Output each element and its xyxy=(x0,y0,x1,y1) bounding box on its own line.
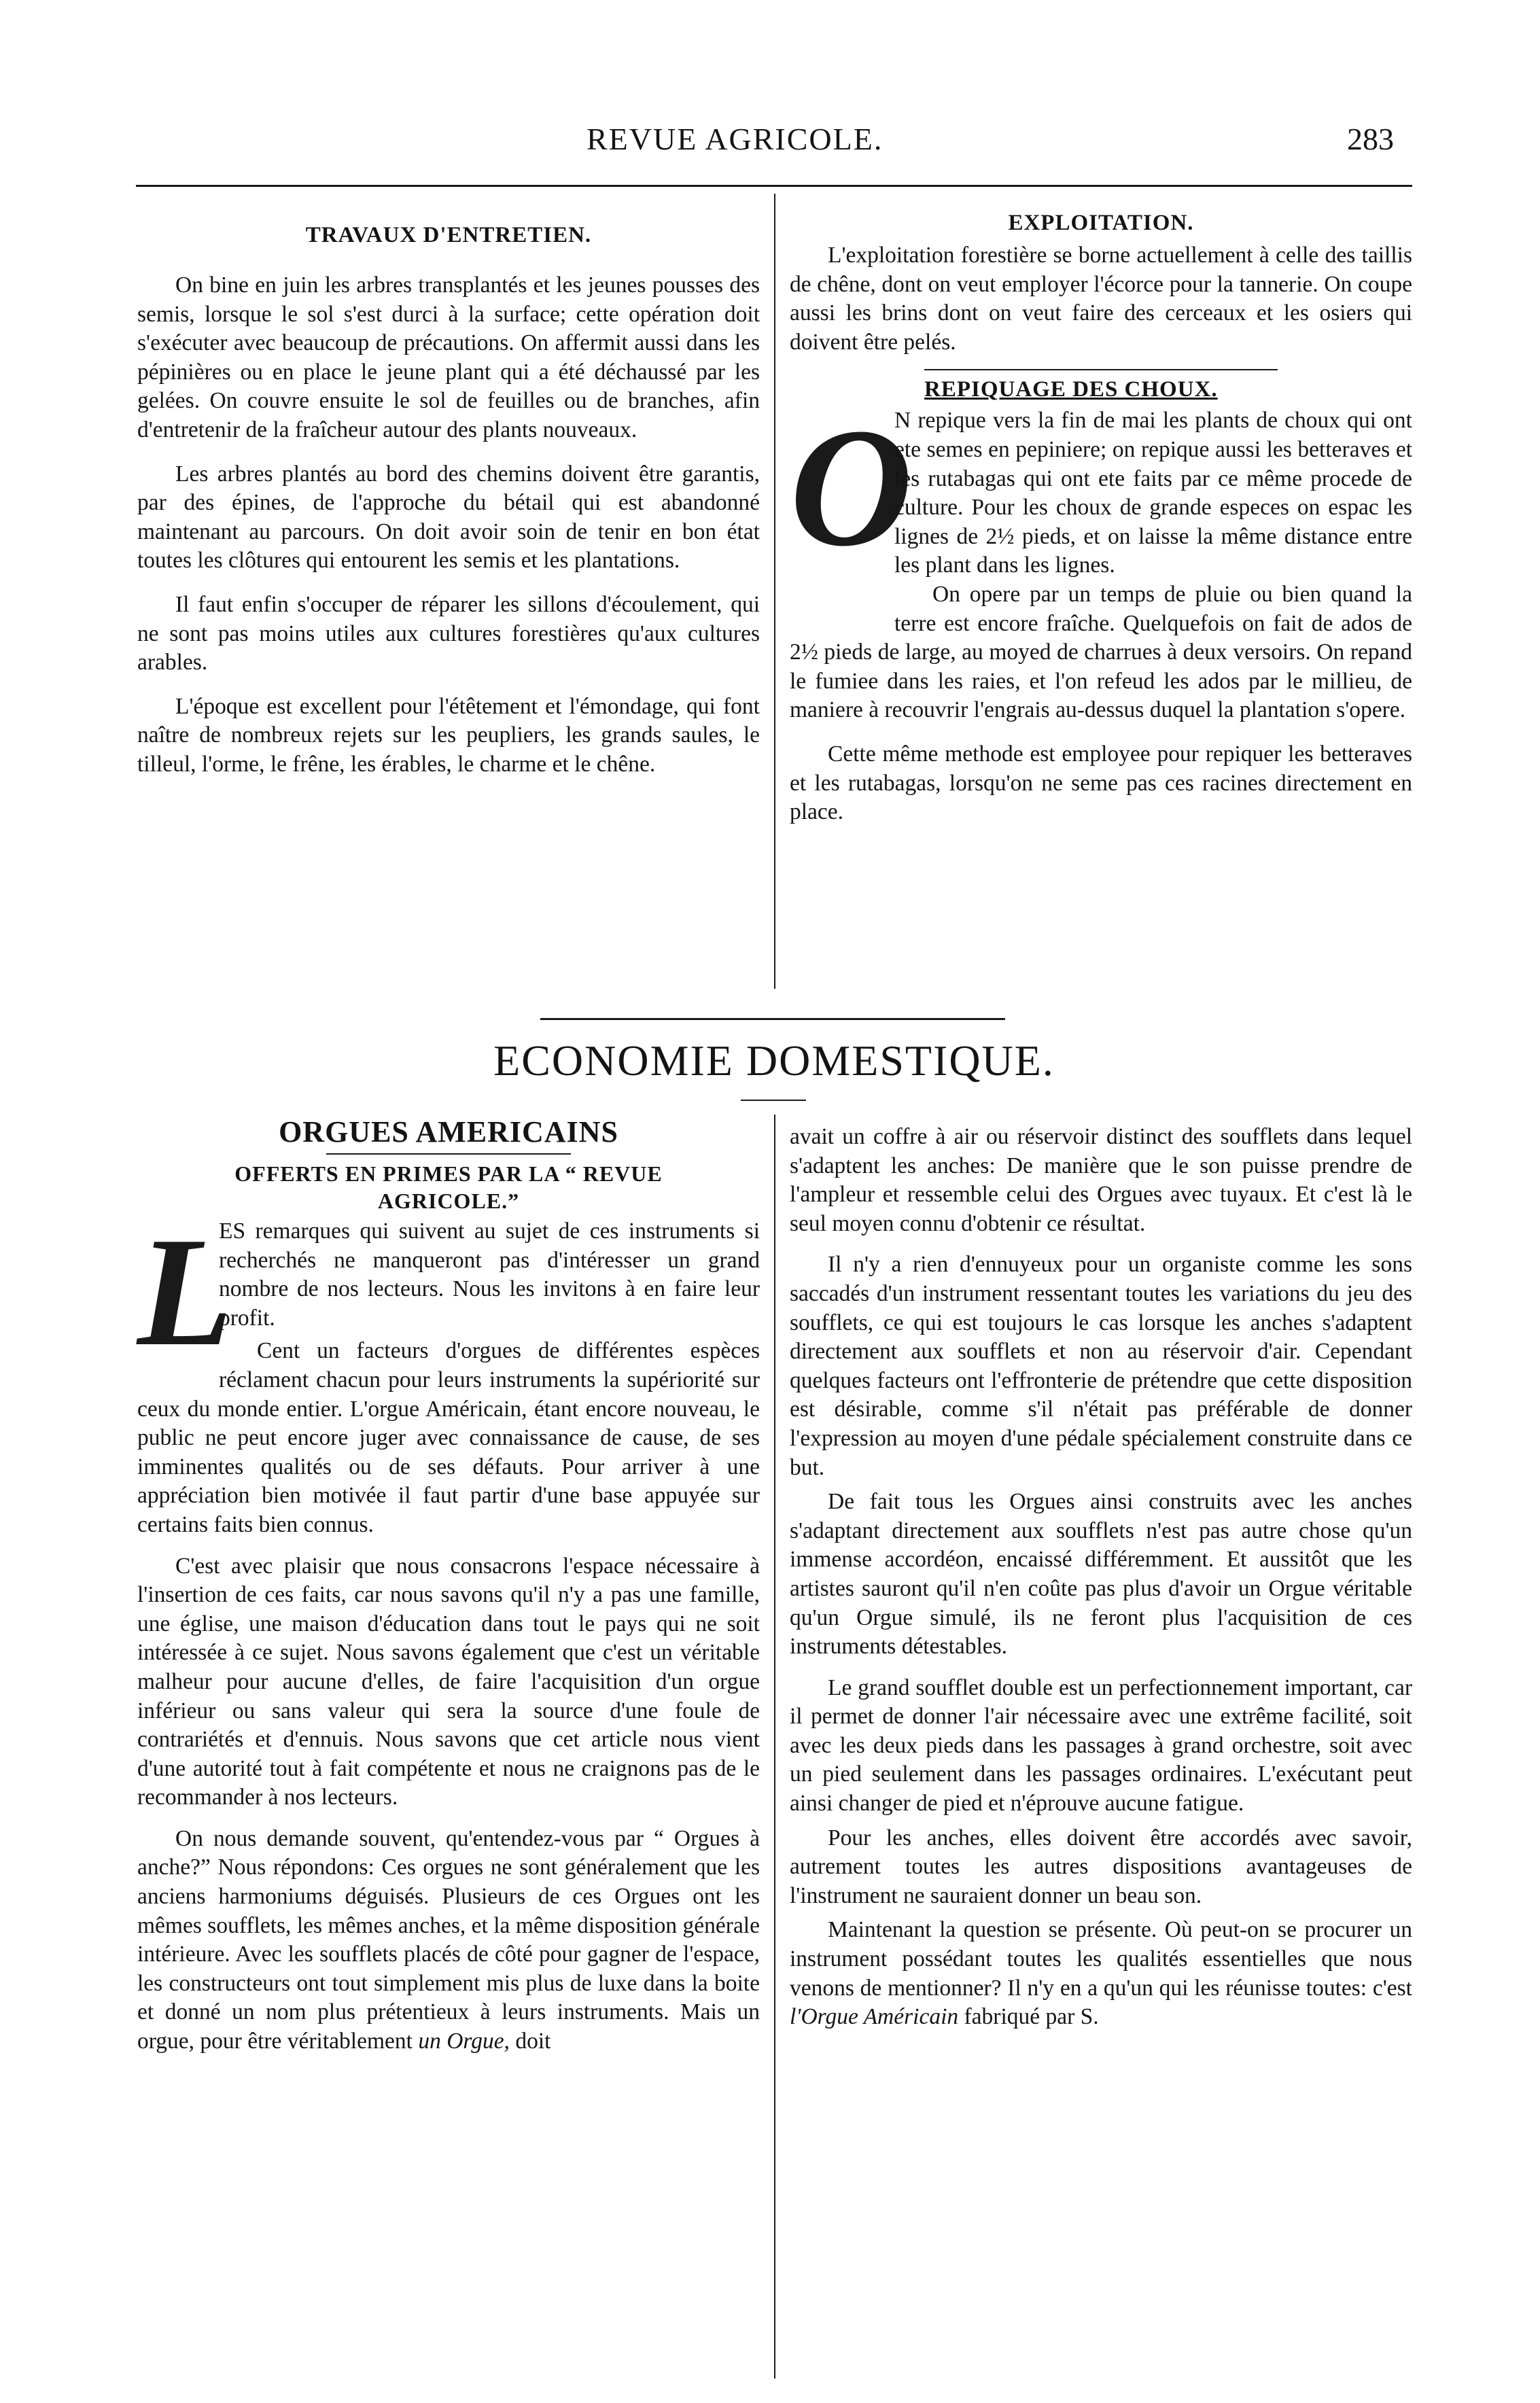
column-divider-top xyxy=(774,194,775,989)
paragraph: On bine en juin les arbres transplantés et les jeunes pousses des semis, lorsque le sol s'est durci à la surface; cette opération doit s'exécuter avec beaucoup de précautions. On affermit aussi dans les pépinières ou en place le jeune plant qui a été déchaussé par les gelées. On couvre ensuite le sol de feuilles ou de branches, afin d'entretenir de la fraîcheur autour des plants nouveaux. xyxy=(137,273,760,442)
article-title-rule xyxy=(326,1153,571,1155)
repiquage-top-rule xyxy=(924,369,1278,370)
paragraph: Cent un facteurs d'orgues de différentes espèces réclament chacun pour leurs instruments la supériorité sur ceux du monde entier. L'orgue Américain, étant encore nouveau, le public ne peut encore juger avec connaissance de cause, de ses imminentes qualités ou de ses défauts. Pour arriver à une appréciation bien motivée il faut partir d'une base appuyée sur certains faits bien connus. xyxy=(137,1338,760,1537)
paragraph: De fait tous les Orgues ainsi construits avec les anches s'adaptant directement aux soufflets n'est pas autre chose qu'un immense accordéon, encaissé différemment. Et aussitôt que les artistes sauront qu'il n'en coûte pas plus d'avoir un Orgue véritable qu'un Orgue simulé, ils ne feront plus l'acquisition de ces instruments détestables. xyxy=(790,1489,1412,1660)
paragraph-with-initial xyxy=(790,393,1412,582)
paragraph xyxy=(790,1916,1412,2031)
orgues-first-text: ES remarques qui suivent au sujet de ces instruments si recherchés ne manqueront pas d'intéresser un grand nombre de nos lecteurs. Nous les invitons à en faire leur profit. xyxy=(219,1218,760,1331)
paragraph-end: fabriqué par S. xyxy=(958,2004,1099,2030)
section-title: ECONOMIE DOMESTIQUE. xyxy=(493,1036,1055,1085)
section-title-underline xyxy=(741,1100,806,1101)
paragraph-end: doit xyxy=(509,2029,551,2054)
paragraph: Les arbres plantés au bord des chemins doivent être garantis, par des épines, de l'approche du bétail qui est abandonné maintenant au parcours. On doit avoir soin de tenir en bon état toutes les clôtures qui entourent les semis et les plantations. xyxy=(137,461,760,574)
drop-cap-l: L xyxy=(137,1205,233,1378)
paragraph xyxy=(137,1825,760,2056)
page-number: 283 xyxy=(1347,122,1394,156)
article-title: ORGUES AMERICAINS xyxy=(279,1115,618,1148)
column-divider-bottom xyxy=(774,1115,775,2379)
paragraph: Il n'y a rien d'ennuyeux pour un organiste comme les sons saccadés d'un instrument ressentant toutes les variations du jeu des soufflets, ce qui est toujours le cas lorsque les anches s'adaptent directement aux soufflets et non au réservoir d'air. Cependant quelques facteurs ont l'effronterie de prétendre que cette disposition est désirable, comme s'il n'était pas préférable de donner l'expression au moyen d'une pédale spécialement construite dans ce but. xyxy=(790,1252,1412,1480)
paragraph: Le grand soufflet double est un perfectionnement important, car il permet de donner l'air nécessaire avec une extrême facilité, soit avec les deux pieds dans les passages à grand orchestre, soit avec un pied seulement dans les passages ordinaires. L'exécutant peut ainsi changer de pied et n'éprouve aucune fatigue. xyxy=(790,1674,1412,1817)
exploitation-title: EXPLOITATION. xyxy=(1008,211,1194,235)
running-title: REVUE AGRICOLE. xyxy=(587,122,883,156)
repiquage-first-text: N repique vers la fin de mai les plants de choux qui ont ete semes en pepiniere; on repique aussi les betteraves et les rutabagas qui ont ete faits par ce même procede de culture. Pour les choux de grande especes on espac les lignes de 2½ pieds, et on laisse la même distance entre les plant dans les lignes. xyxy=(894,408,1412,578)
travaux-title: TRAVAUX D'ENTRETIEN. xyxy=(305,223,592,247)
emphasis: l'Orgue Américain xyxy=(790,2004,959,2030)
paragraph: Il faut enfin s'occuper de réparer les sillons d'écoulement, qui ne sont pas moins utiles aux cultures forestières qu'aux cultures arables. xyxy=(137,591,760,676)
paragraph: L'époque est excellent pour l'étêtement et l'émondage, qui font naître de nombreux rejets sur les peupliers, les grands saules, le tilleul, l'orme, le frêne, les érables, le charme et le chêne. xyxy=(137,693,760,777)
paragraph: avait un coffre à air ou réservoir distinct des soufflets dans lequel s'adaptent les anches: De manière que le son puisse prendre de l'ampleur et ressemble celui des Orgues avec tuyaux. Et c'est là le seul moyen connu d'obtenir ce résultat. xyxy=(790,1124,1412,1236)
repiquage-title: REPIQUAGE DES CHOUX. xyxy=(924,377,1218,402)
paragraph: Cette même methode est employee pour repiquer les betteraves et les rutabagas, lorsqu'on ne seme pas ces racines directement en place. xyxy=(790,741,1412,825)
exploitation-section xyxy=(790,211,1412,827)
paragraph-with-initial xyxy=(137,1205,760,1378)
orgues-right-body xyxy=(790,1123,1412,2032)
paragraph: L'exploitation forestière se borne actuellement à celle des taillis de chêne, dont on veut employer l'écorce pour la tannerie. On coupe aussi les brins dont on veut faire des cerceaux et les osiers qui doivent être pelés. xyxy=(790,243,1412,355)
emphasis: un Orgue, xyxy=(418,2029,510,2054)
paragraph: Pour les anches, elles doivent être accordés avec savoir, autrement toutes les autres dispositions avantageuses de l'instrument ne sauraient donner un beau son. xyxy=(790,1825,1412,1908)
orgues-left-body xyxy=(137,1205,760,2056)
travaux-section xyxy=(137,223,760,779)
paragraph-text: Maintenant la question se présente. Où peut-on se procurer un instrument possédant toutes les qualités essentielles que nous venons de mentionner? Il n'y en a qu'un qui les réunisse toutes: c'est xyxy=(790,1917,1412,2001)
header-rule xyxy=(136,185,1412,187)
article-subtitle: OFFERTS EN PRIMES PAR LA “ REVUE AGRICOLE.” xyxy=(234,1161,663,1213)
repiquage-body xyxy=(790,393,1412,826)
exploitation-body xyxy=(790,241,1412,357)
travaux-body xyxy=(137,271,760,779)
section-rule xyxy=(540,1018,1005,1020)
paragraph: C'est avec plaisir que nous consacrons l'espace nécessaire à l'insertion de ces faits, car nous savons qu'il n'y a pas une famille, une église, une maison d'éducation dans tout le pays qui ne soit intéressée à ce sujet. Nous savons également que c'est un véritable malheur pour aucune d'elles, de faire l'acquisition d'un orgue inférieur ou sans valeur qui sera la source d'une foule de contrariétés et d'ennuis. Nous savons que cet article nous vient d'une autorité tout à fait compétente et nous ne craignons pas de le recommander à nos lecteurs. xyxy=(137,1553,760,1810)
drop-cap-o: O xyxy=(790,393,913,582)
paragraph: On opere par un temps de pluie ou bien quand la terre est encore fraîche. Quelquefois on fait de ados de 2½ pieds de large, au moyed de charrues à deux versoirs. On repand le fumiee dans les raies, et l'on refeud les ados par le millieu, de maniere à recouvrir l'engrais au-dessus duquel la plantation s'opere. xyxy=(790,581,1412,723)
orgues-left-column xyxy=(137,1115,760,2056)
paragraph-text: On nous demande souvent, qu'entendez-vous par “ Orgues à anche?” Nous répondons: Ces orgues ne sont généralement que les anciens harmoniums déguisés. Plusieurs de ces Orgues ont les mêmes soufflets, les mêmes anches, et la même disposition générale intérieure. Avec les soufflets placés de côté pour gagner de l'espace, les constructeurs ont tout simplement mis plus de luxe dans la boite et donné un nom plus prétentieux à leurs instruments. Mais un orgue, pour être véritablement xyxy=(137,1825,760,2054)
orgues-right-column xyxy=(790,1123,1412,2032)
